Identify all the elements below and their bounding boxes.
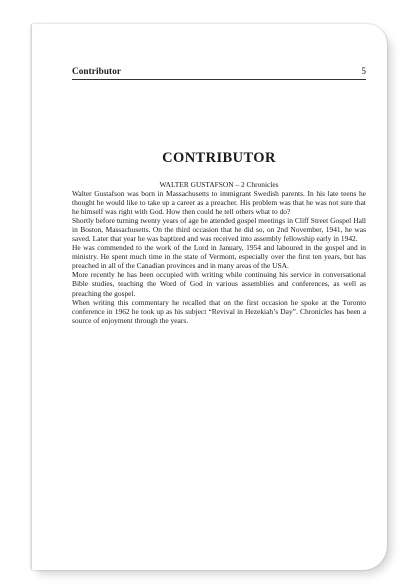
paragraph: Shortly before turning twenty years of age he attended gospel meetings in Cliff Street Gospel Hall in Boston, Massachusetts. On the third occasion that he did so, on 2nd November, 1941, he was saved. Later that year he was baptized and was received into assembly fellowship early in 1942.	[72, 216, 366, 244]
page-spine-edge	[31, 24, 32, 570]
header-rule	[72, 79, 366, 80]
page-number: 5	[361, 66, 366, 76]
paragraph: He was commended to the work of the Lord in January, 1954 and laboured in the gospel and in ministry. He spent much time in the state of Vermont, especially over the first ten years, but has preached in all of the Canadian provinces and in many areas of the USA.	[72, 243, 366, 271]
paragraph: When writing this commentary he recalled that on the first occasion he spoke at the Toronto conference in 1962 he took up as his subject “Revival in Hezekiah’s Day”. Chronicles has been a source of enjoyment through the years.	[72, 297, 366, 325]
body-text	[72, 189, 366, 325]
paragraph: Walter Gustafson was born in Massachusetts to immigrant Swedish parents. In his late teens he thought he would like to take up a career as a preacher. His problem was that he was not sure that he himself was right with God. How then could he tell others what to do?	[72, 189, 366, 217]
chapter-subtitle: WALTER GUSTAFSON – 2 Chronicles	[159, 180, 279, 189]
chapter-title: CONTRIBUTOR	[162, 150, 276, 166]
paragraph: More recently he has been occupied with writing while continuing his service in conversational Bible studies, teaching the Word of God in various assemblies and conferences, as well as preaching the gospel.	[72, 270, 366, 298]
running-header-title: Contributor	[72, 66, 122, 76]
running-header	[72, 66, 366, 79]
